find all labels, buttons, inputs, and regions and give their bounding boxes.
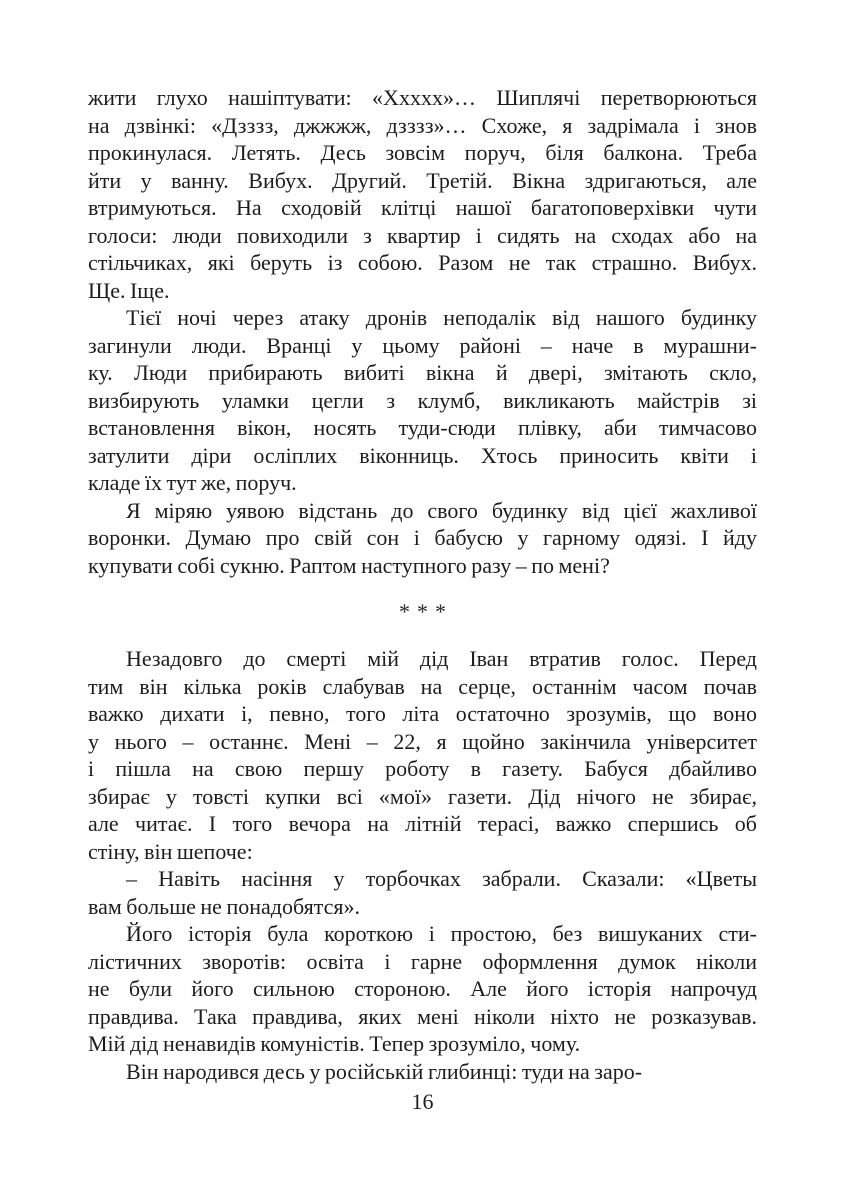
text-line: Мій дід ненавидів комуністів. Тепер зрозуміло, чому. bbox=[88, 1031, 581, 1056]
text-line: прокинулася. Летять. Десь зовсім поруч, біля балкона. Треба bbox=[88, 140, 757, 165]
text-line: збирає у товсті купки всі «мої» газети. Дід нічого не збирає, bbox=[88, 783, 757, 809]
text-line: жити глухо нашіптувати: «Ххххх»… Шиплячі перетворюються bbox=[88, 85, 757, 110]
text-line: встановлення вікон, носять туди-сюди плівку, аби тимчасово bbox=[88, 415, 757, 440]
text-line: у нього – останнє. Мені – 22, я щойно закінчила університет bbox=[88, 728, 757, 754]
text-line: купувати собі сукню. Раптом наступного разу – по мені? bbox=[88, 552, 610, 578]
text-line: Незадовго до смерті мій дід Іван втратив голос. Перед bbox=[126, 646, 757, 671]
page-number: 16 bbox=[411, 1089, 434, 1114]
text-line: стільчиках, які беруть із собою. Разом не так страшно. Вибух. bbox=[88, 250, 757, 275]
text-line: голоси: люди повиходили з квартир і сидять на сходах або на bbox=[88, 222, 757, 248]
text-line: ку. Люди прибирають вибиті вікна й двері, змітають скло, bbox=[88, 360, 757, 385]
text-line: не були його сильною стороною. Але його історія напрочуд bbox=[88, 976, 757, 1001]
text-line: визбирують уламки цегли з клумб, викликають майстрів зі bbox=[88, 387, 757, 413]
text-line: воронки. Думаю про свій сон і бабусю у гарному одязі. І йду bbox=[88, 525, 757, 550]
text-line: загинули люди. Вранці у цьому районі – наче в мурашни- bbox=[88, 332, 757, 358]
text-line: тим він кілька років слабував на серце, останнім часом почав bbox=[88, 673, 757, 699]
text-line: Він народився десь у російській глибинці: туди на заро- bbox=[126, 1058, 643, 1084]
text-line: – Навіть насіння у торбочках забрали. Сказали: «Цветы bbox=[126, 866, 757, 891]
text-line: Ще. Іще. bbox=[88, 277, 170, 303]
text-line: і пішла на свою першу роботу в газету. Бабуся дбайливо bbox=[88, 756, 757, 781]
text-line: Тієї ночі через атаку дронів неподалік від нашого будинку bbox=[126, 305, 757, 330]
text-line: на дзвінкі: «Дзззз, джжжж, дзззз»… Схоже, я задрімала і знов bbox=[88, 112, 757, 138]
text-line: Його історія була короткою і простою, без вишуканих сти- bbox=[126, 921, 757, 946]
text-line: вам больше не понадобятся». bbox=[88, 893, 360, 919]
text-line: втримуються. На сходовій клітці нашої багатоповерхівки чути bbox=[88, 195, 757, 220]
text-line: йти у ванну. Вибух. Другий. Третій. Вікна здригаються, але bbox=[88, 167, 757, 193]
text-line: кладе їх тут же, поруч. bbox=[88, 470, 297, 495]
text-line: затулити діри осліплих віконниць. Хтось приносить квіти і bbox=[88, 442, 757, 468]
text-line: важко дихати і, певно, того літа остаточно зрозумів, що воно bbox=[88, 701, 757, 726]
section-separator: *** bbox=[399, 599, 453, 624]
text-line: Я міряю уявою відстань до свого будинку від цієї жахливої bbox=[126, 497, 757, 523]
text-line: лістичних зворотів: освіта і гарне оформлення думок ніколи bbox=[88, 948, 757, 974]
text-line: правдива. Така правдива, яких мені ніколи ніхто не розказував. bbox=[88, 1003, 757, 1029]
text-line: стіну, він шепоче: bbox=[88, 838, 253, 864]
text-line: але читає. І того вечора на літній терасі, важко спершись об bbox=[88, 811, 757, 836]
book-page-text bbox=[88, 84, 757, 1085]
